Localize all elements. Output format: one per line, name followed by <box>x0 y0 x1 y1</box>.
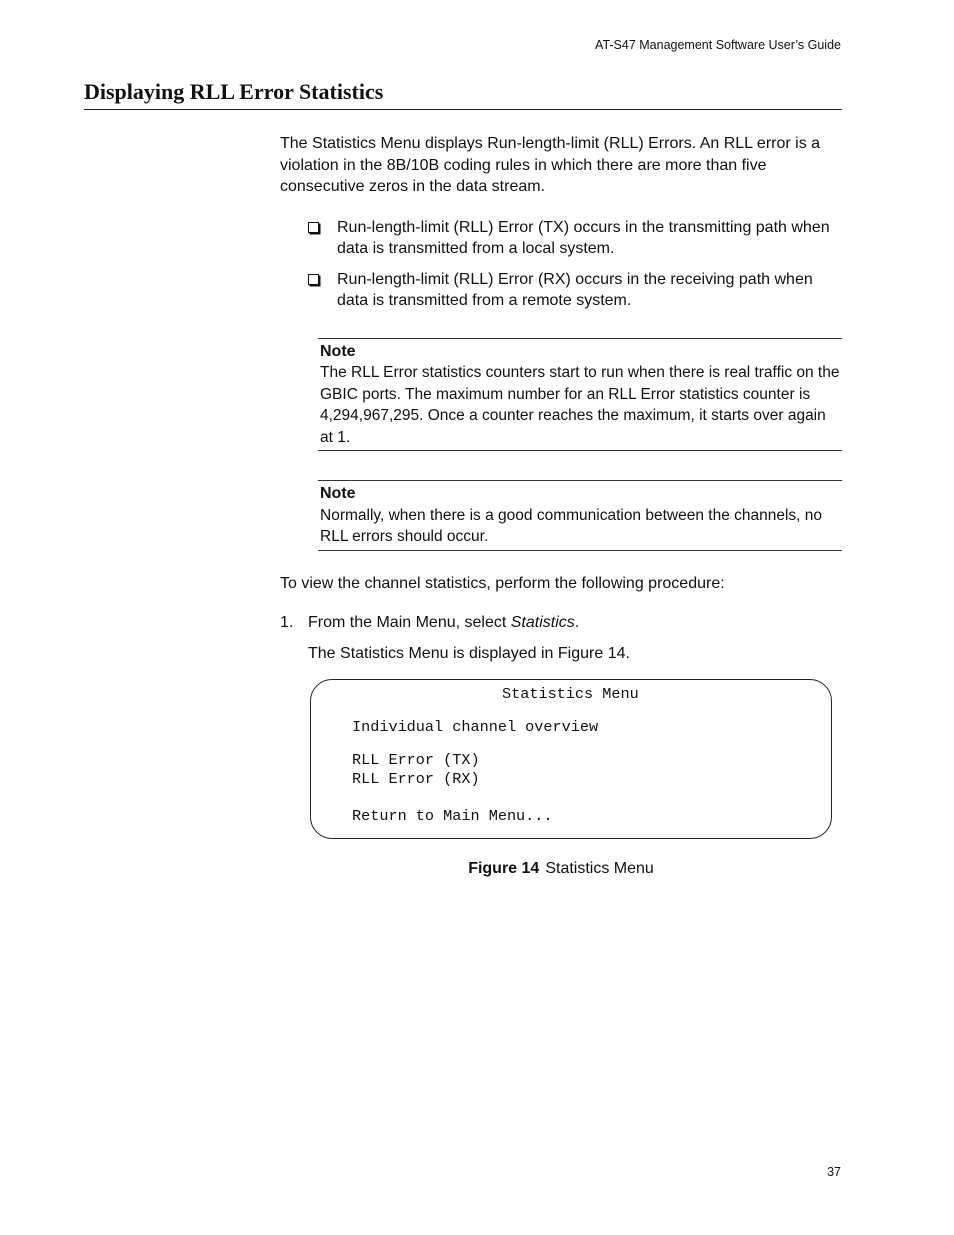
figure-label: Figure 14 <box>468 860 540 877</box>
intro-paragraph: The Statistics Menu displays Run-length-limit (RLL) Errors. An RLL error is a violation in the 8B/10B coding rules in which there are more than five consecutive zeros in the data stream. <box>280 135 821 195</box>
figure-caption-text: Statistics Menu <box>545 860 654 877</box>
procedure-intro: To view the channel statistics, perform the following procedure: <box>280 574 725 592</box>
menu-item-return-main: Return to Main Menu... <box>352 807 553 825</box>
menu-item-rll-rx: RLL Error (RX) <box>352 770 480 788</box>
figure-caption <box>280 860 842 878</box>
section-content <box>280 133 842 664</box>
section-title: Displaying RLL Error Statistics <box>84 78 842 110</box>
page-number: 37 <box>827 1165 841 1179</box>
procedure-step <box>280 612 842 634</box>
step-emphasis: Statistics <box>510 614 575 631</box>
note-body: Normally, when there is a good communication between the channels, no RLL errors should occur. <box>320 506 823 545</box>
bullet-item <box>308 217 842 260</box>
procedure-steps <box>280 612 842 634</box>
bullet-text: Run-length-limit (RLL) Error (RX) occurs in the receiving path when data is transmitted from a remote system. <box>337 270 813 309</box>
bullet-text: Run-length-limit (RLL) Error (TX) occurs in the transmitting path when data is transmitted from a local system. <box>337 218 830 257</box>
note-box <box>318 338 842 452</box>
note-title: Note <box>320 342 356 360</box>
bullet-item <box>308 269 842 312</box>
step-text-before: From the Main Menu, select <box>308 614 511 631</box>
note-box <box>318 480 842 551</box>
checkbox-bullet-icon <box>308 274 319 285</box>
step-text-after: . <box>574 614 580 631</box>
running-header: AT-S47 Management Software User’s Guide <box>595 38 841 52</box>
menu-item-rll-tx: RLL Error (TX) <box>352 751 480 769</box>
checkbox-bullet-icon <box>308 222 319 233</box>
bullet-list <box>308 217 842 312</box>
step-number: 1. <box>280 614 294 631</box>
step-result: The Statistics Menu is displayed in Figure 14. <box>308 644 630 662</box>
menu-item-channel-overview: Individual channel overview <box>352 718 599 736</box>
terminal-screen-figure <box>310 679 832 839</box>
note-body: The RLL Error statistics counters start to run when there is real traffic on the GBIC ports. The maximum number for an RLL Error statistics counter is 4,294,967,295. Once a counter reaches the maximum, it starts over again at 1. <box>320 364 840 446</box>
menu-title: Statistics Menu <box>502 685 639 703</box>
note-title: Note <box>320 485 356 502</box>
